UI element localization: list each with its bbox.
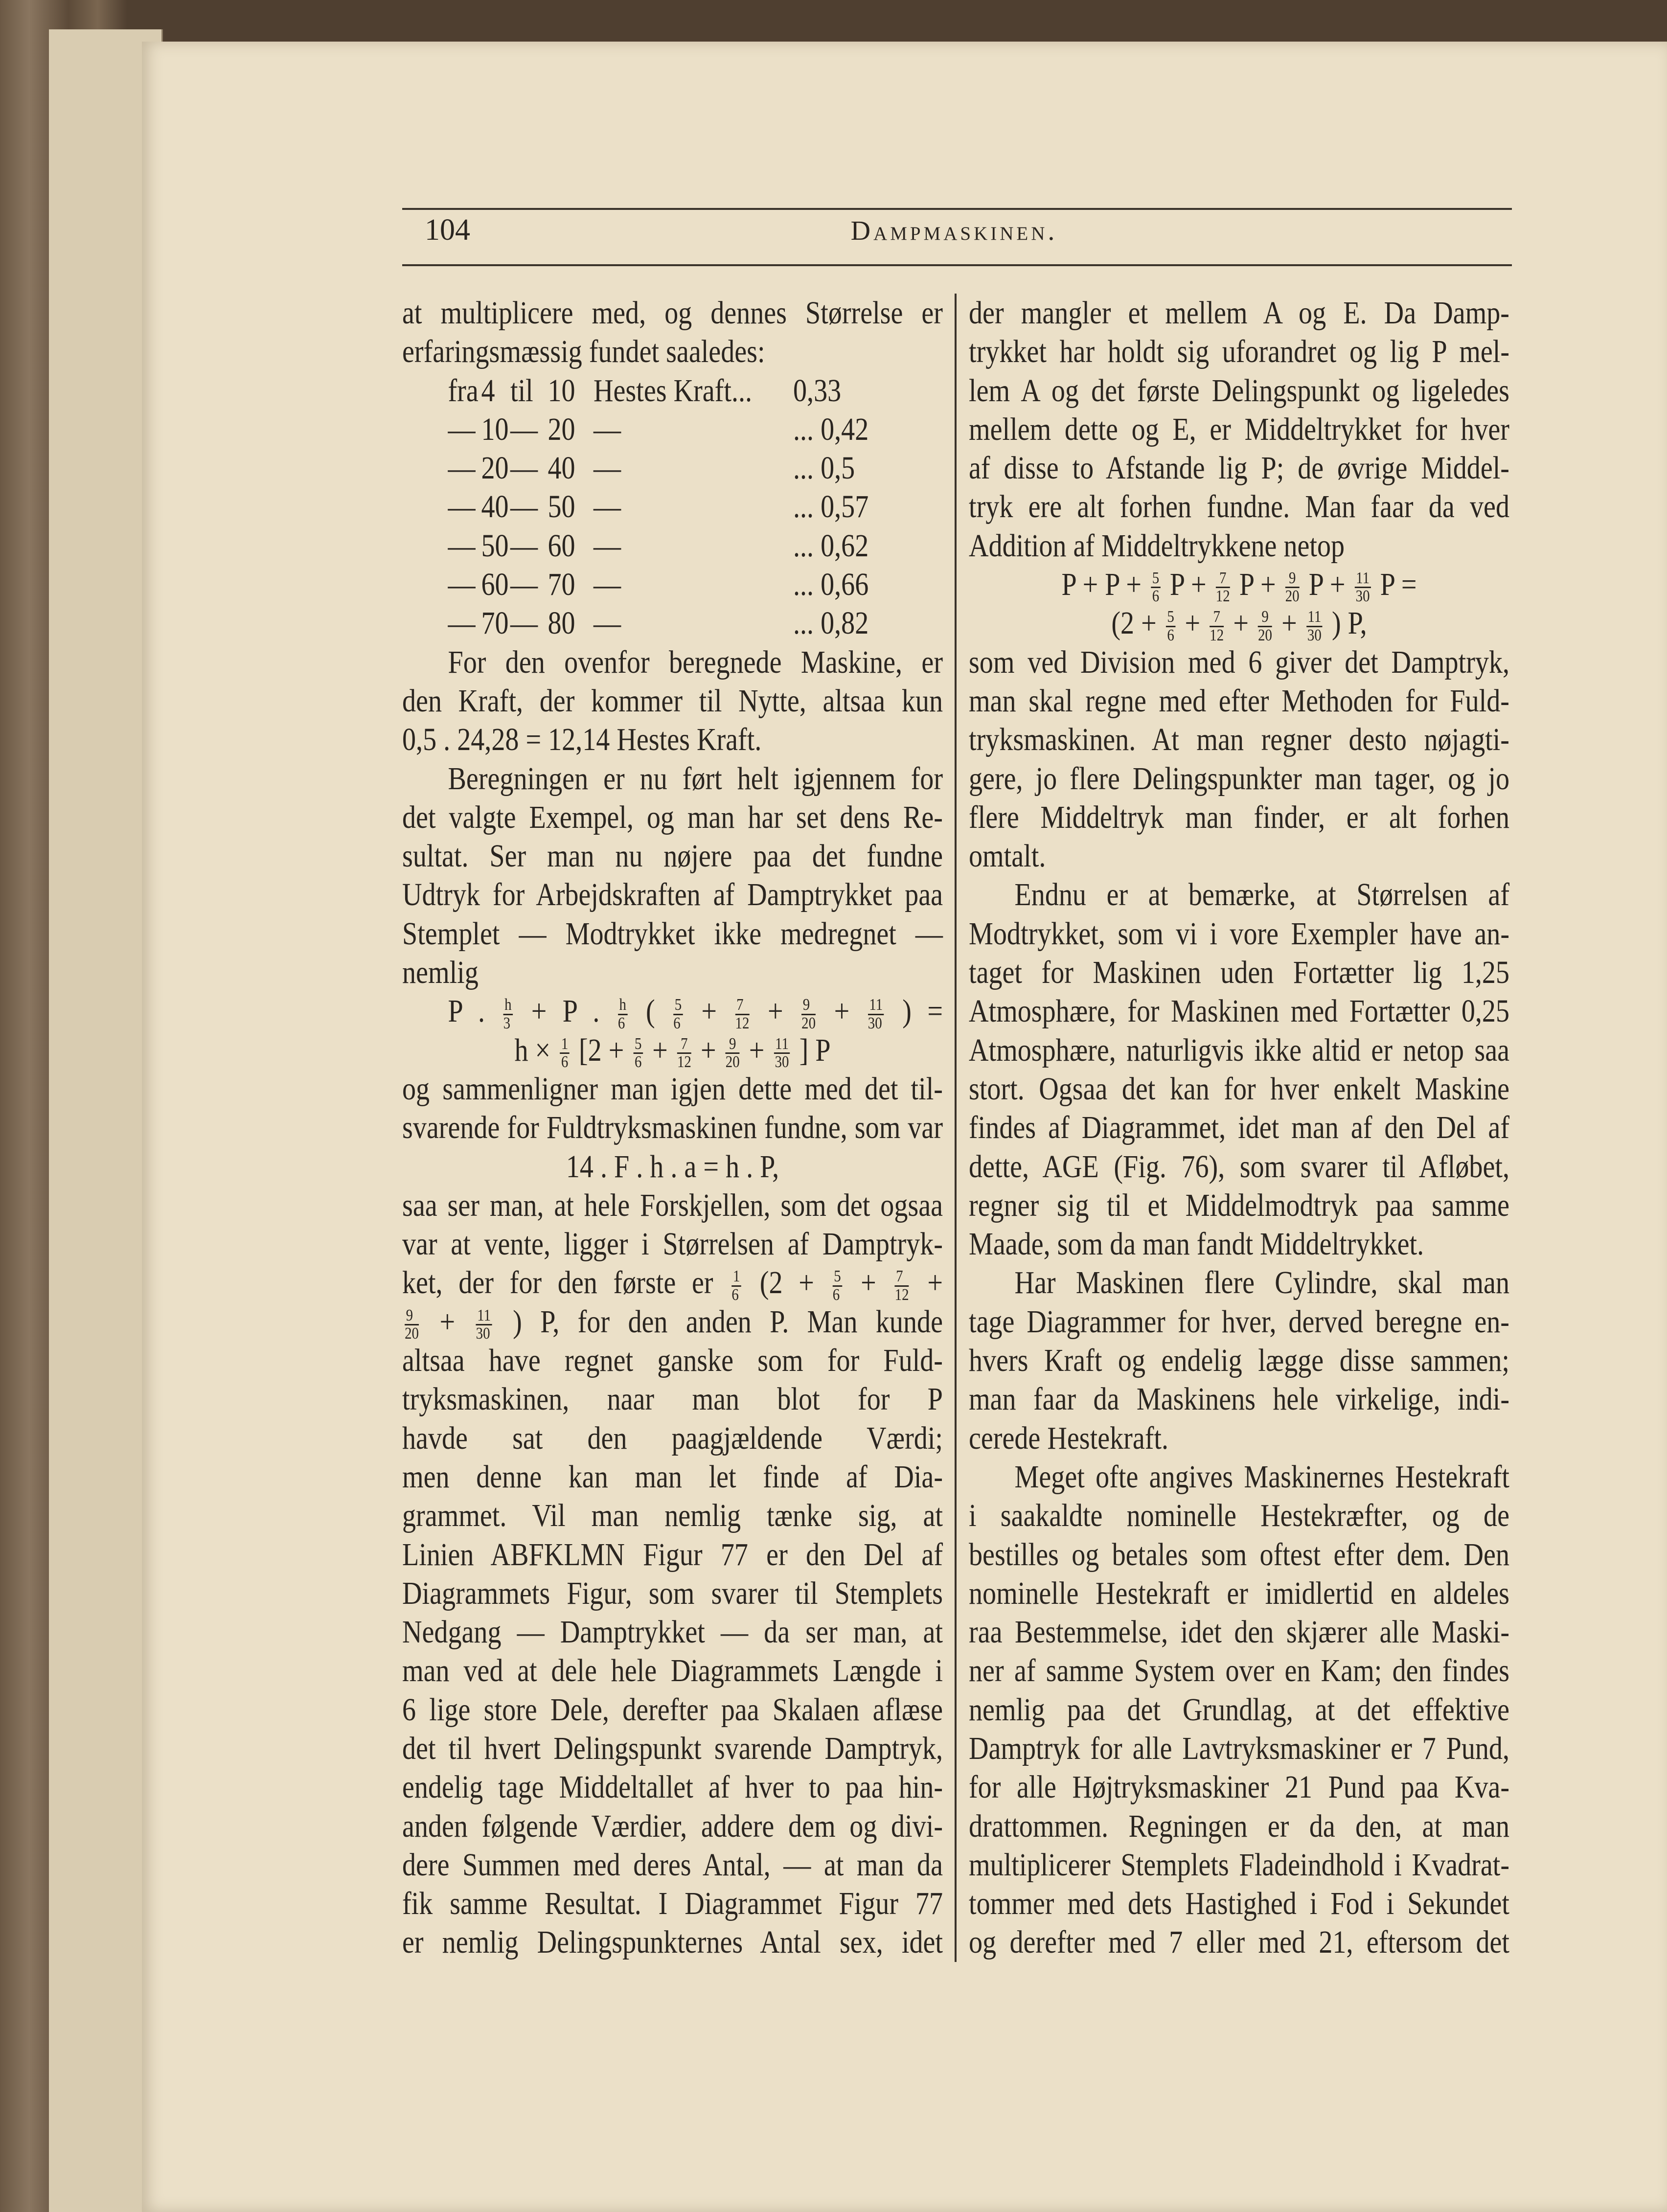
right-column (969, 294, 1509, 1962)
text-line: 14 . F . h . a = h . P, (566, 1148, 779, 1185)
table-row (402, 410, 943, 449)
text-line: tommer med dets Hastighed i Fod i Sekundet (969, 1886, 1509, 1922)
table-cell: ... 0,42 (793, 411, 869, 447)
text-line: Diagrammets Figur, som svarer til Stemplets (402, 1575, 943, 1611)
table-cell: 40 (481, 489, 509, 525)
formula-text: (2 + (1111, 605, 1164, 641)
table-cell: — (594, 489, 621, 525)
table-row (402, 526, 943, 565)
table-cell: — (594, 411, 621, 447)
table-cell: ... 0,62 (793, 527, 869, 564)
table-cell: — (594, 567, 621, 603)
fraction: $\frac{9}{20}$ (801, 996, 816, 1032)
table-cell: 10 (548, 372, 575, 409)
header-rule-top (402, 208, 1512, 210)
table-cell: fra (448, 372, 479, 409)
text-line: svarende for Fuldtryksmaskinen fundne, som var (402, 1110, 943, 1146)
formula-line (402, 1302, 943, 1341)
formula-text: + (752, 993, 799, 1029)
text-line: Endnu er at bemærke, at Størrelsen af (1014, 877, 1509, 913)
fraction: $\frac{5}{6}$ (1166, 609, 1176, 643)
column-divider (955, 294, 957, 1962)
text-line: 6 lige store Dele, derefter paa Skalaen aflæse (402, 1691, 943, 1728)
formula-line (969, 565, 1509, 604)
text-line: lem A og det første Delingspunkt og ligeledes (969, 372, 1509, 409)
text-line: i saakaldte nominelle Hestekræfter, og de (969, 1498, 1509, 1534)
formula-line (402, 1263, 943, 1302)
text-line: man faar da Maskinens hele virkelige, indi- (969, 1381, 1509, 1417)
text-line: havde sat den paagjældende Værdi; (402, 1420, 943, 1456)
formula-text: + (818, 993, 866, 1029)
table-cell: 50 (481, 527, 509, 564)
table-cell: — (510, 605, 538, 641)
text-line: Meget ofte angives Maskinernes Hestekraft (1014, 1459, 1509, 1495)
table-cell: Hestes Kraft... (594, 372, 753, 409)
text-line: stort. Ogsaa det kan for hver enkelt Maskine (969, 1071, 1509, 1107)
text-line: og sammenligner man igjen dette med det til- (402, 1071, 943, 1107)
text-line: Beregningen er nu ført helt igjennem for (448, 760, 943, 797)
text-line: mellem dette og E, er Middeltrykket for hver (969, 411, 1509, 447)
text-line: nemlig (402, 955, 479, 991)
fraction: $\frac{5}{6}$ (634, 1036, 643, 1071)
text-line: Maade, som da man fandt Middeltrykket. (969, 1226, 1424, 1262)
text-line: som ved Division med 6 giver det Damptryk, (969, 644, 1509, 680)
table-cell: 80 (548, 605, 575, 641)
table-cell: ... 0,66 (793, 567, 869, 603)
text-line: hvers Kraft og endelig lægge disse sammen; (969, 1343, 1509, 1379)
table-cell: — (510, 450, 538, 486)
fraction: $\frac{5}{6}$ (1151, 570, 1161, 605)
formula-text: + (685, 993, 733, 1029)
formula-text: + P . (515, 993, 616, 1029)
text-line: tryk ere alt forhen fundne. Man faar da ved (969, 489, 1509, 525)
text-line: man ved at dele hele Diagrammets Længde i (402, 1653, 943, 1689)
formula-text: P + P + (1061, 567, 1149, 603)
text-line: cerede Hestekraft. (969, 1420, 1169, 1456)
formula-text: + (742, 1032, 772, 1068)
fraction: $\frac{5}{6}$ (673, 997, 683, 1031)
text-line: Nedgang — Damptrykket — da ser man, at (402, 1614, 943, 1650)
text-line: dere Summen med deres Antal, — at man da (402, 1847, 943, 1883)
text-line: 0,5 . 24,28 = 12,14 Hestes Kraft. (402, 722, 762, 758)
text-line: grammet. Vil man nemlig tænke sig, at (402, 1498, 943, 1534)
fraction: $\frac{7}{12}$ (677, 1034, 691, 1071)
table-cell: 0,33 (793, 372, 842, 409)
text-line: sultat. Ser man nu nøjere paa det fundne (402, 838, 943, 874)
table-cell: 50 (548, 489, 575, 525)
formula-text: + (845, 1265, 892, 1301)
text-line: taget for Maskinen uden Fortætter lig 1,25 (969, 955, 1509, 991)
fraction: $\frac{9}{20}$ (1285, 569, 1300, 606)
table-cell: ... 0,57 (793, 489, 869, 525)
text-line: ner af samme System over en Kam; den findes (969, 1653, 1509, 1689)
text-line: Har Maskinen flere Cylindre, skal man (1014, 1265, 1509, 1301)
table-cell: 20 (481, 450, 509, 486)
table-cell: ... 0,82 (793, 605, 869, 641)
table-cell: — (448, 489, 476, 525)
text-line: nominelle Hestekraft er imidlertid en aldeles (969, 1575, 1509, 1611)
text-line: det til hvert Delingspunkt svarende Damptryk, (402, 1730, 943, 1766)
formula-text: ] P (792, 1032, 831, 1068)
text-line: dette, AGE (Fig. 76), som svarer til Afløbet, (969, 1148, 1509, 1185)
table-cell: — (448, 527, 476, 564)
fraction: $\frac{11}{30}$ (1306, 609, 1323, 643)
table-cell: — (510, 411, 538, 447)
fraction: $\frac{11}{30}$ (476, 1308, 492, 1342)
text-line: erfaringsmæssig fundet saaledes: (402, 334, 765, 370)
fraction: $\frac{9}{20}$ (1258, 608, 1272, 644)
table-cell: 70 (481, 605, 509, 641)
table-cell: — (594, 605, 621, 641)
table-cell: — (594, 450, 621, 486)
text-line: For den ovenfor beregnede Maskine, er (448, 644, 943, 680)
formula-text: + (645, 1032, 675, 1068)
formula-line (402, 1031, 943, 1070)
formula-text: ket, der for den første er (402, 1265, 730, 1301)
text-line: altsaa have regnet ganske som for Fuld- (402, 1343, 943, 1379)
fraction: $\frac{5}{6}$ (833, 1269, 843, 1303)
text-line: Stemplet — Modtrykket ikke medregnet — (402, 915, 943, 952)
fraction: $\frac{7}{12}$ (735, 996, 750, 1032)
fraction: $\frac{9}{20}$ (725, 1034, 740, 1071)
text-line: det valgte Exempel, og man har set dens Re- (402, 799, 943, 835)
text-line: flere Middeltryk man finder, er alt forhen (969, 799, 1509, 835)
formula-text: P = (1373, 567, 1417, 603)
formula-text: ) P, for den anden P. Man kunde (494, 1303, 943, 1340)
formula-text: + (911, 1265, 943, 1301)
text-line: omtalt. (969, 838, 1046, 874)
text-line: tryksmaskinen, naar man blot for P (402, 1381, 943, 1417)
fraction: $\frac{11}{30}$ (774, 1036, 790, 1071)
text-line: man skal regne med efter Methoden for Fuld- (969, 683, 1509, 719)
text-line: nemlig paa det Grundlag, at det effektive (969, 1691, 1509, 1728)
formula-text: + (1178, 605, 1208, 641)
text-line: trykket har holdt sig uforandret og lig P mel- (969, 334, 1509, 370)
table-row (402, 371, 943, 410)
table-cell: ... 0,5 (793, 450, 855, 486)
table-cell: — (510, 567, 538, 603)
text-line: anden følgende Værdier, addere dem og divi- (402, 1808, 943, 1844)
text-line: af disse to Afstande lig P; de øvrige Middel- (969, 450, 1509, 486)
fraction: $\frac{1}{6}$ (560, 1036, 570, 1071)
fraction: $\frac{7}{12}$ (894, 1267, 909, 1304)
formula-line (969, 604, 1509, 642)
text-line: drattommen. Regningen er da den, at man (969, 1808, 1509, 1844)
text-line: tage Diagrammer for hver, derved beregne en- (969, 1303, 1509, 1340)
text-line: Addition af Middeltrykkene netop (969, 527, 1345, 564)
text-line: raa Bestemmelse, idet den skjærer alle Maski- (969, 1614, 1509, 1650)
text-line: saa ser man, at hele Forskjellen, som det ogsaa (402, 1187, 943, 1223)
fraction: $\frac{7}{12}$ (1210, 608, 1224, 644)
formula-text: P + (1232, 567, 1283, 603)
text-line: for alle Højtryksmaskiner 21 Pund paa Kva- (969, 1769, 1509, 1805)
formula-text: (2 + (744, 1265, 830, 1301)
formula-text: P + (1302, 567, 1352, 603)
formula-text: + (1226, 605, 1256, 641)
text-line: var at vente, ligger i Størrelsen af Damptryk- (402, 1226, 943, 1262)
table-cell: 40 (548, 450, 575, 486)
table-row (402, 565, 943, 604)
text-line: Modtrykket, som vi i vore Exempler have an- (969, 915, 1509, 952)
formula-text: P + (1163, 567, 1213, 603)
text-line: Damptryk for alle Lavtryksmaskiner er 7 Pund, (969, 1730, 1509, 1766)
text-line: Atmosphære, for Maskinen med Fortætter 0,25 (969, 993, 1509, 1029)
fraction: $\frac{h}{6}$ (618, 997, 628, 1031)
header-rule-bottom (402, 264, 1512, 266)
text-line: gere, jo flere Delingspunkter man tager, og jo (969, 760, 1509, 797)
formula-line (402, 992, 943, 1030)
formula-text: + (1275, 605, 1304, 641)
formula-text: + (421, 1303, 474, 1340)
fraction: $\frac{11}{30}$ (868, 997, 884, 1031)
text-line: Atmosphære, naturligvis ikke altid er netop saa (969, 1032, 1509, 1068)
formula-text: P . (448, 993, 501, 1029)
table-cell: 60 (481, 567, 509, 603)
text-line: og derefter med 7 eller med 21, eftersom det (969, 1924, 1509, 1961)
table-cell: 10 (481, 411, 509, 447)
table-row (402, 487, 943, 526)
table-cell: 70 (548, 567, 575, 603)
table-cell: — (448, 450, 476, 486)
text-line: fik samme Resultat. I Diagrammet Figur 77 (402, 1886, 943, 1922)
fraction: $\frac{h}{3}$ (503, 997, 513, 1031)
fraction: $\frac{11}{30}$ (1355, 570, 1371, 605)
table-cell: — (448, 605, 476, 641)
formula-text: h × (514, 1032, 558, 1068)
fraction: $\frac{1}{6}$ (731, 1269, 741, 1303)
table-cell: — (510, 489, 538, 525)
text-line: Udtryk for Arbejdskraften af Damptrykket paa (402, 877, 943, 913)
formula-text: [2 + (571, 1032, 631, 1068)
text-line: regner sig til et Middelmodtryk paa samme (969, 1187, 1509, 1223)
formula-text: ) = (886, 993, 943, 1029)
fraction: $\frac{7}{12}$ (1215, 569, 1230, 606)
running-title: Dampmaskinen. (850, 216, 1058, 246)
table-row (402, 604, 943, 642)
fraction: $\frac{9}{20}$ (405, 1306, 419, 1343)
table-cell: 20 (548, 411, 575, 447)
table-row (402, 449, 943, 487)
table-cell: 4 (481, 372, 495, 409)
text-line: den Kraft, der kommer til Nytte, altsaa kun (402, 683, 943, 719)
table-cell: — (448, 567, 476, 603)
text-line: at multiplicere med, og dennes Størrelse er (402, 295, 943, 331)
text-line: endelig tage Middeltallet af hver to paa hin- (402, 1769, 943, 1805)
table-cell: — (594, 527, 621, 564)
table-cell: 60 (548, 527, 575, 564)
left-column (402, 294, 943, 1962)
page-number: 104 (425, 213, 470, 247)
text-line: findes af Diagrammet, idet man af den Del af (969, 1110, 1509, 1146)
formula-text: ( (630, 993, 671, 1029)
text-line: bestilles og betales som oftest efter dem. Den (969, 1536, 1509, 1573)
formula-text: ) P, (1324, 605, 1367, 641)
table-cell: — (448, 411, 476, 447)
formula-text: + (693, 1032, 723, 1068)
text-line: der mangler et mellem A og E. Da Damp- (969, 295, 1509, 331)
table-cell: til (510, 372, 533, 409)
table-cell: — (510, 527, 538, 564)
text-line: Linien ABFKLMN Figur 77 er den Del af (402, 1536, 943, 1573)
text-line: tryksmaskinen. At man regner desto nøjagti- (969, 722, 1509, 758)
text-line: men denne kan man let finde af Dia- (402, 1459, 943, 1495)
text-line: er nemlig Delingspunkternes Antal sex, idet (402, 1924, 943, 1961)
text-line: multiplicerer Stemplets Fladeindhold i Kvadrat- (969, 1847, 1509, 1883)
